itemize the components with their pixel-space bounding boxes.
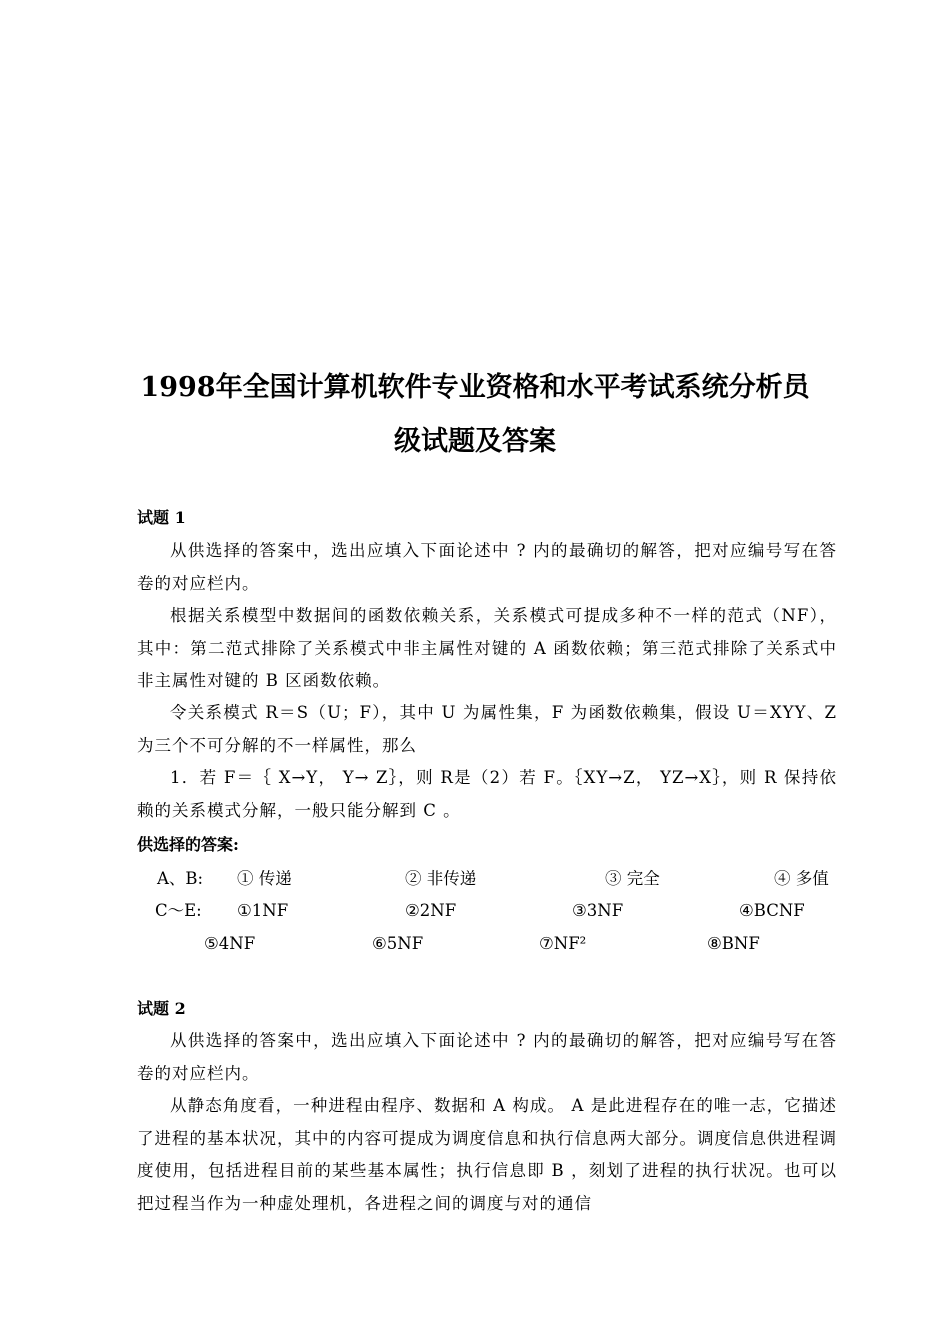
question1-ab-options <box>137 866 847 892</box>
question2-heading: 试题 2 <box>137 999 186 1018</box>
question1-ce-options-row1 <box>137 898 847 924</box>
ce-option: ⑤4NF <box>204 934 256 953</box>
page-title-line1: 1998年全国计算机软件专业资格和水平考试系统分析员 <box>140 372 810 403</box>
ce-option: ⑦NF² <box>539 934 587 953</box>
question2-intro: 从供选择的答案中，选出应填入下面论述中 ? 内的最确切的解答，把对应编号写在答卷的对应栏内。 <box>137 1031 837 1083</box>
ce-option: ②2NF <box>405 901 457 920</box>
ab-option: ② 非传递 <box>405 869 477 888</box>
ab-option: ④ 多值 <box>774 869 829 888</box>
ce-option: ④BCNF <box>739 901 805 920</box>
ce-option: ③3NF <box>572 901 624 920</box>
question1-heading: 试题 1 <box>137 508 186 527</box>
question1-paragraph1: 根据关系模型中数据间的函数依赖关系，关系模式可提成多种不一样的范式（NF），其中：第二范式排除了关系模式中非主属性对键的 A 函数依赖；第三范式排除了关系式中非主属性对键的 B 区函数依赖。 <box>137 606 837 690</box>
question2-paragraph1: 从静态角度看，一种进程由程序、数据和 A 构成。 A 是此进程存在的唯一志，它描述了进程的基本状况，其中的内容可提成为调度信息和执行信息两大部分。调度信息供进程调度使用，包括进程目前的某些基本属性；执行信息即 B ，刻划了进程的执行状况。也可以把过程当作为一种虚处理机，各进程之间的调度与对的通信 <box>137 1096 837 1213</box>
ce-option: ①1NF <box>237 901 289 920</box>
question1-ce-options-row2 <box>137 931 847 957</box>
ce-option: ⑥5NF <box>372 934 424 953</box>
question1-paragraph3: 1．若 F＝｛ X→Y， Y→ Z｝，则 R是（2）若 F。｛XY→Z， YZ→X｝，则 R 保持依赖的关系模式分解，一般只能分解到 C 。 <box>137 768 837 820</box>
ab-option: ③ 完全 <box>605 869 660 888</box>
question1-answers-label: 供选择的答案: <box>137 835 239 854</box>
ab-label: A、B: <box>157 869 204 888</box>
question1-paragraph2: 令关系模式 R＝S（U；F），其中 U 为属性集，F 为函数依赖集，假设 U＝XYY、Z 为三个不可分解的不一样属性，那么 <box>137 703 837 755</box>
ce-label: C～E: <box>155 901 202 920</box>
ab-option: ① 传递 <box>237 869 292 888</box>
page-title-line2: 级试题及答案 <box>394 426 556 457</box>
question1-intro: 从供选择的答案中，选出应填入下面论述中 ? 内的最确切的解答，把对应编号写在答卷的对应栏内。 <box>137 541 837 593</box>
ce-option: ⑧BNF <box>707 934 760 953</box>
